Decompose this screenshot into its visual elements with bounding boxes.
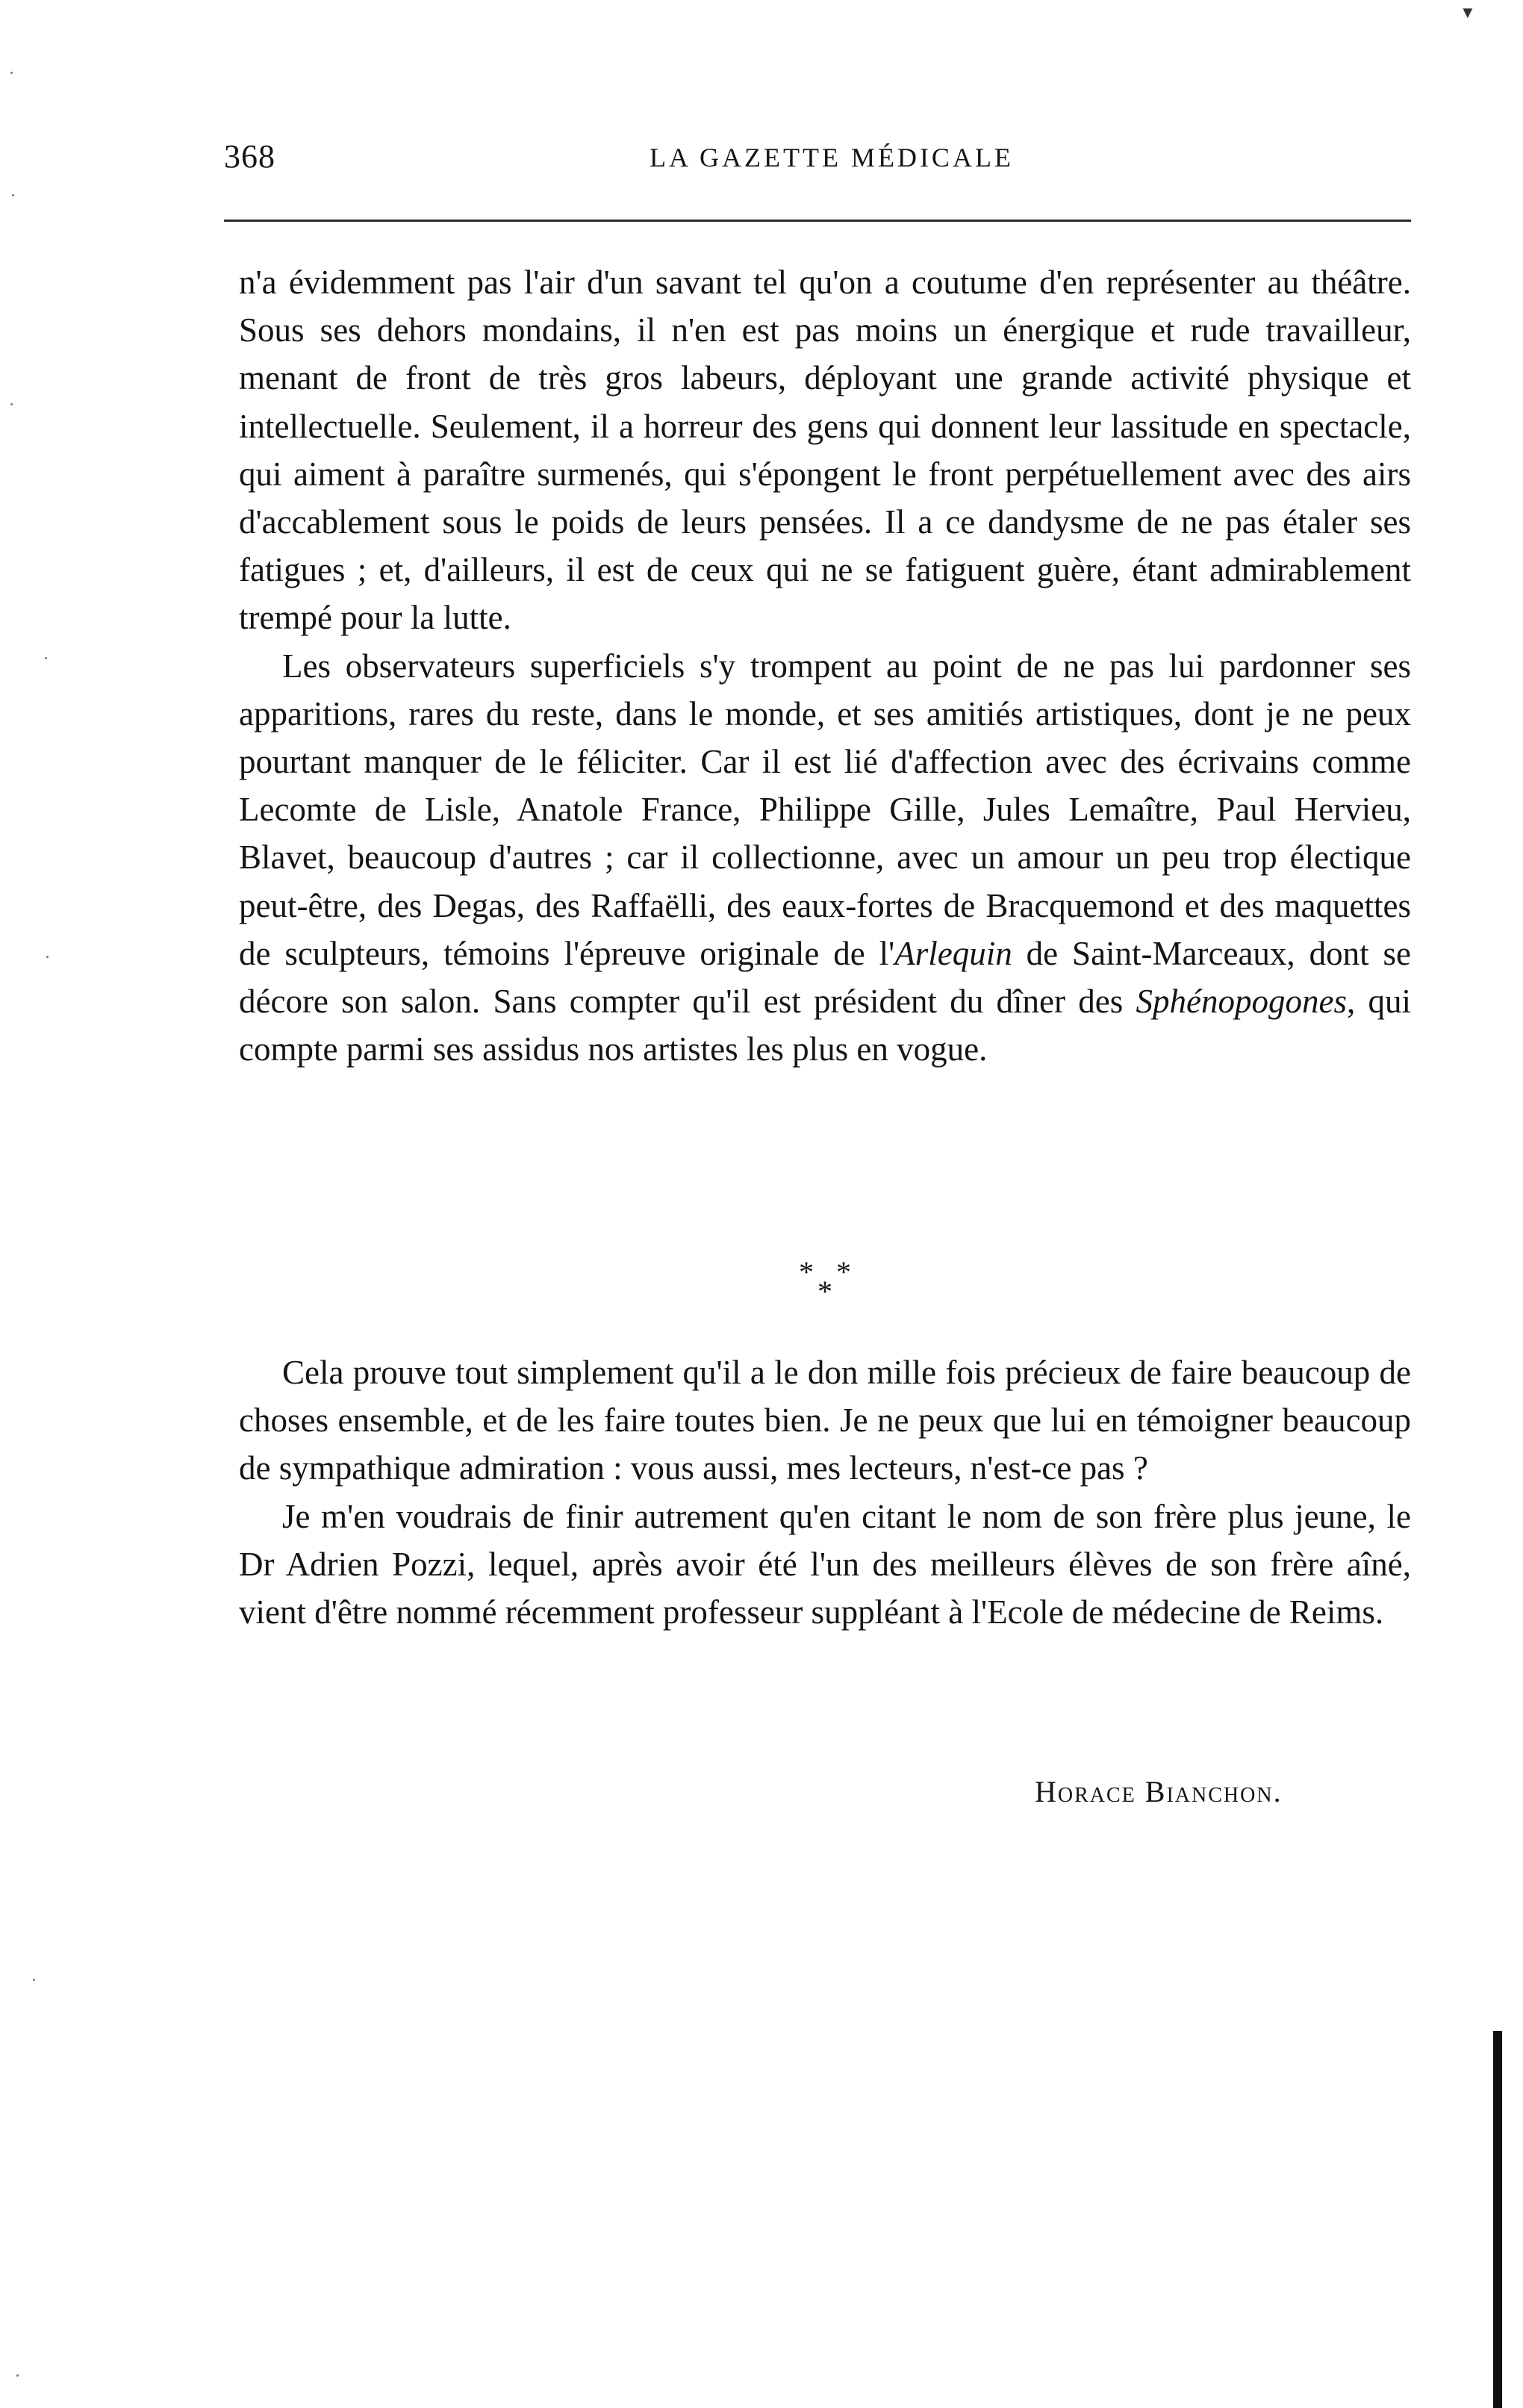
asterisk-icon: * xyxy=(799,1255,814,1289)
paragraph xyxy=(239,1493,1411,1637)
paragraph-text: Cela prouve tout simplement qu'il a le don mille fois précieux de faire beaucoup de choses ensemble, et de les faire toutes bien. Je ne peux que lui en témoigner beaucoup de sympathique admiration : vous aussi, mes lecteurs, n'est-ce pas ? xyxy=(239,1354,1411,1487)
paragraph xyxy=(239,258,1411,642)
paragraph-text: de Saint-Marceaux, dont se décore son salon. Sans compter qu'il est président du dîner des xyxy=(239,934,1412,1021)
scan-speck xyxy=(33,1979,35,1981)
header-rule xyxy=(224,220,1411,222)
paragraph-text: Les observateurs superficiels s'y trompent au point de ne pas lui pardonner ses apparitions, rares du reste, dans le monde, et ses amitiés artistiques, dont je ne peux pourtant manquer de le féliciter. Car il est lié d'affection avec des écrivains comme Lecomte de Lisle, Anatole France, Philippe Gille, Jules Lemaître, Paul Hervieu, Blavet, beaucoup d'autres ; car il collectionne, avec un amour un peu trop électique peut-être, des Degas, des Raffaëlli, des eaux-fortes de Bracquemond et des maquettes de sculpteurs, témoins l'épreuve originale de l' xyxy=(239,647,1411,972)
scan-speck xyxy=(12,194,14,196)
page-number: 368 xyxy=(224,138,275,175)
scan-speck xyxy=(10,403,13,405)
paragraph xyxy=(239,1348,1411,1493)
asterisk-icon: * xyxy=(836,1255,851,1289)
text-block-bottom xyxy=(239,1348,1411,1636)
paragraph-text: Je m'en voudrais de finir autrement qu'en citant le nom de son frère plus jeune, le Dr Adrien Pozzi, lequel, après avoir été l'un des meilleurs élèves de son frère aîné, vient d'être nommé récemment professeur suppléant à l'Ecole de médecine de Reims. xyxy=(239,1497,1411,1631)
scan-edge-shadow xyxy=(1493,2031,1502,2408)
scan-speck xyxy=(10,72,13,74)
paragraph xyxy=(239,642,1411,1074)
text-block-top xyxy=(239,258,1411,1073)
page-header xyxy=(224,137,1411,182)
paragraph-text: , qui compte parmi ses assidus nos artistes les plus en vogue. xyxy=(239,983,1411,1068)
asterisk-icon: * xyxy=(817,1275,832,1308)
italic-title: Arlequin xyxy=(894,934,1012,972)
paragraph-text: n'a évidemment pas l'air d'un savant tel qu'on a coutume d'en représenter au théâtre. Sous ses dehors mondains, il n'en est pas moins un énergique et rude travailleur, menant de front de très gros labeurs, déployant une grande activité physique et intellectuelle. Seulement, il a horreur des gens qui donnent leur lassitude en spectacle, qui aiment à paraître surmenés, qui s'épongent le front perpétuellement avec des airs d'accablement sous le poids de leurs pensées. Il a ce dandysme de ne pas étaler ses fatigues ; et, d'ailleurs, il est de ceux qui ne se fatiguent guère, étant admirablement trempé pour la lutte. xyxy=(239,264,1411,637)
scan-speck xyxy=(46,956,49,958)
running-title: LA GAZETTE MÉDICALE xyxy=(650,143,1014,172)
corner-smudge-icon: ▼ xyxy=(1460,3,1476,22)
scan-speck xyxy=(16,2374,19,2377)
italic-title: Sphénopogones xyxy=(1136,983,1347,1021)
asterism-divider xyxy=(799,1254,866,1307)
scan-speck xyxy=(45,657,47,659)
author-signature: Horace Bianchon. xyxy=(1035,1775,1283,1808)
